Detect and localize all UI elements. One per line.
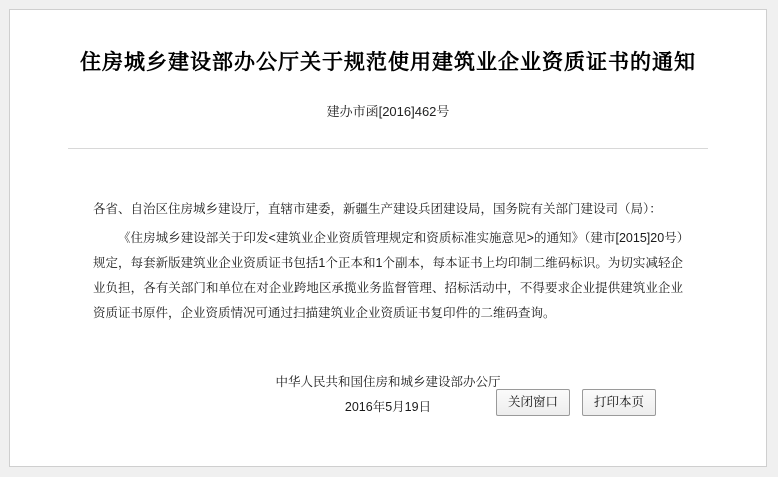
document-body xyxy=(93,149,683,420)
salutation-paragraph: 各省、自治区住房城乡建设厅，直辖市建委，新疆生产建设兵团建设局，国务院有关部门建设司（局）： xyxy=(93,202,662,217)
body-paragraph: 《住房城乡建设部关于印发<建筑业企业资质管理规定和资质标准实施意见>的通知》（建市[2015]20号）规定，每套新版建筑业企业资质证书包括1个正本和1个副本，每本证书上均印制二维码标识。为切实减轻企业负担，各有关部门和单位在对企业跨地区承揽业务监督管理、招标活动中，不得要求企业提供建筑业企业资质证书原件，企业资质情况可通过扫描建筑业企业资质证书复印件的二维码查询。 xyxy=(93,231,683,321)
close-window-button[interactable]: 关闭窗口 xyxy=(496,389,570,416)
page-title: 住房城乡建设部办公厅关于规范使用建筑业企业资质证书的通知 xyxy=(80,50,696,74)
action-button-row xyxy=(496,389,656,416)
document-content xyxy=(10,48,766,420)
signature-organization: 中华人民共和国住房和城乡建设部办公厅 xyxy=(275,375,501,390)
print-page-button[interactable]: 打印本页 xyxy=(582,389,656,416)
signature-date: 2016年5月19日 xyxy=(344,400,432,415)
document-number: 建办市函[2016]462号 xyxy=(326,104,450,120)
document-page xyxy=(9,9,767,467)
